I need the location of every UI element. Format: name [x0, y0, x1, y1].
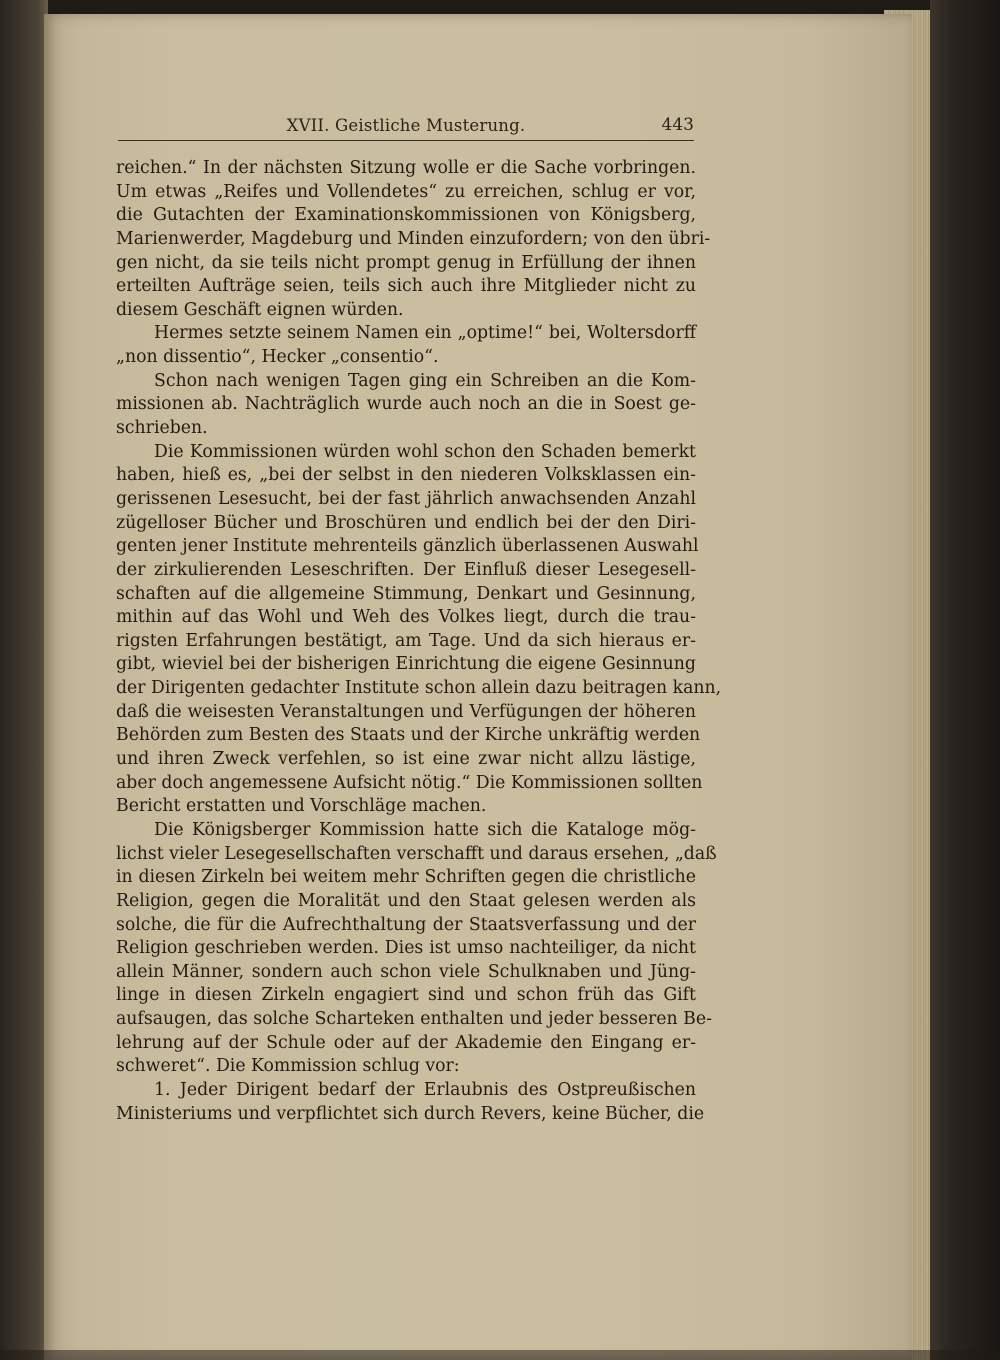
text-line: Die Königsberger Kommission hatte sich die Kataloge mög-: [154, 819, 696, 840]
text-line: Um etwas „Reifes und Vollendetes“ zu erreichen, schlug er vor,: [116, 181, 696, 202]
book-cover-edge: [930, 0, 1000, 1360]
text-line: diesem Geschäft eignen würden.: [116, 299, 404, 320]
text-line: mithin auf das Wohl und Weh des Volkes liegt, durch die trau-: [116, 607, 696, 628]
text-line: in diesen Zirkeln bei weitem mehr Schriften gegen die christliche: [116, 867, 696, 888]
text-line: genten jener Institute mehrenteils gänzlich überlassenen Auswahl: [116, 536, 699, 557]
text-line: reichen.“ In der nächsten Sitzung wolle er die Sache vorbringen.: [116, 158, 696, 178]
text-line: allein Männer, sondern auch schon viele Schulknaben und Jüng-: [116, 961, 696, 982]
text-line: die Gutachten der Examinationskommissionen von Königsberg,: [116, 205, 696, 226]
text-line: Ministeriums und verpflichtet sich durch Revers, keine Bücher, die: [116, 1103, 705, 1124]
text-line: Schon nach wenigen Tagen ging ein Schreiben an die Kom-: [154, 370, 696, 391]
header-rule: [118, 140, 694, 141]
body-text: [116, 157, 722, 1126]
text-line: gerissenen Lesesucht, bei der fast jährlich anwachsenden Anzahl: [116, 488, 696, 509]
text-line: solche, die für die Aufrechthaltung der Staatsverfassung und der: [116, 914, 696, 935]
text-line: missionen ab. Nachträglich wurde auch noch an die in Soest ge-: [116, 394, 696, 415]
text-line: der Dirigenten gedachter Institute schon allein dazu beitragen kann,: [116, 678, 722, 699]
text-line: lehrung auf der Schule oder auf der Akademie den Eingang er-: [116, 1032, 696, 1053]
text-line: und ihren Zweck verfehlen, so ist eine zwar nicht allzu lästige,: [116, 749, 696, 770]
text-line: haben, hieß es, „bei der selbst in den niederen Volksklassen ein-: [116, 465, 696, 486]
text-line: Die Kommissionen würden wohl schon den Schaden bemerkt: [154, 441, 696, 462]
text-line: Religion geschrieben werden. Dies ist umso nachteiliger, da nicht: [116, 938, 696, 959]
text-line: zügelloser Bücher und Broschüren und endlich bei der den Diri-: [116, 512, 696, 533]
text-line: schaften auf die allgemeine Stimmung, Denkart und Gesinnung,: [116, 583, 696, 604]
text-line: der zirkulierenden Leseschriften. Der Einfluß dieser Lesegesell-: [116, 559, 696, 580]
text-line: Bericht erstatten und Vorschläge machen.: [116, 796, 487, 817]
text-line: lichst vieler Lesegesellschaften verschafft und daraus ersehen, „daß: [116, 843, 717, 864]
text-line: aufsaugen, das solche Scharteken enthalten und jeder besseren Be-: [116, 1009, 712, 1030]
running-header: [118, 113, 694, 141]
text-line: rigsten Erfahrungen bestätigt, am Tage. Und da sich hieraus er-: [116, 630, 696, 651]
page-number: 443: [661, 115, 694, 135]
chapter-title: XVII. Geistliche Musterung.: [286, 116, 526, 135]
text-line: aber doch angemessene Aufsicht nötig.“ Die Kommissionen sollten: [116, 772, 703, 793]
text-line: linge in diesen Zirkeln engagiert sind und schon früh das Gift: [116, 985, 696, 1006]
text-line: 1. Jeder Dirigent bedarf der Erlaubnis des Ostpreußischen: [154, 1079, 696, 1100]
text-line: „non dissentio“, Hecker „consentio“.: [116, 347, 439, 368]
text-line: schrieben.: [116, 418, 208, 439]
text-line: Marienwerder, Magdeburg und Minden einzufordern; von den übri-: [116, 228, 711, 249]
text-line: daß die weisesten Veranstaltungen und Verfügungen der höheren: [116, 701, 696, 722]
text-line: schweret“. Die Kommission schlug vor:: [116, 1056, 460, 1077]
text-line: erteilten Aufträge seien, teils sich auch ihre Mitglieder nicht zu: [116, 276, 696, 297]
text-line: Religion, gegen die Moralität und den Staat gelesen werden als: [116, 890, 696, 911]
scan-bottom-edge: [0, 1350, 1000, 1360]
text-line: gibt, wieviel bei der bisherigen Einrichtung die eigene Gesinnung: [116, 654, 696, 675]
text-line: Behörden zum Besten des Staats und der Kirche unkräftig werden: [116, 725, 701, 746]
facing-page-edge: [0, 0, 48, 1360]
text-line: gen nicht, da sie teils nicht prompt genug in Erfüllung der ihnen: [116, 252, 696, 273]
text-line: Hermes setzte seinem Namen ein „optime!“ bei, Woltersdorff: [154, 323, 696, 344]
